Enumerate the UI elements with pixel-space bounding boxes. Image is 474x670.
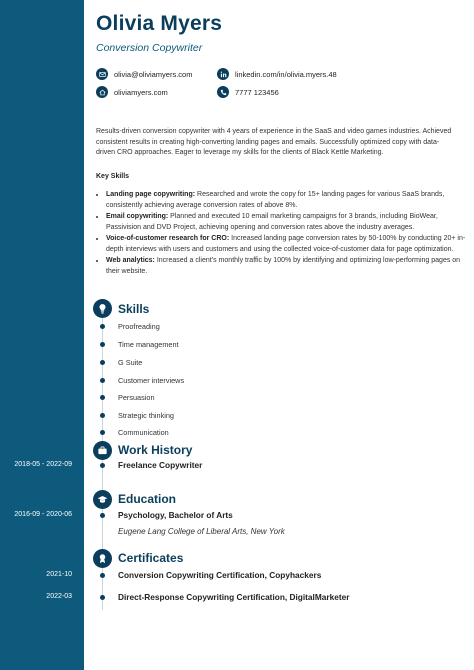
phone-icon — [217, 86, 229, 98]
skill-dot — [100, 378, 105, 383]
work-date: 2018-05 - 2022-09 — [14, 461, 72, 468]
key-skills-title: Key Skills — [96, 173, 130, 180]
work-history-title: Work History — [118, 443, 193, 457]
contact-phone[interactable] — [217, 86, 279, 98]
key-skill-text: Increased a client’s monthly traffic by 100% by identifying and optimizing low-performing pages on their website. — [106, 257, 461, 275]
skill-item: Time management — [118, 340, 179, 349]
contact-linkedin[interactable] — [217, 68, 337, 80]
contact-website[interactable] — [96, 86, 168, 98]
linkedin-text: linkedin.com/in/olivia.myers.48 — [235, 69, 337, 79]
certificate-dot — [100, 595, 105, 600]
summary-text: Results-driven conversion copywriter with 4 years of experience in the SaaS and video games industries. Achieved consistent results in creating high-converting landing pages and emails. Successfully optimized copy with data-driven CRO approaches. Eager to leverage my skills for the clients of Black Kettle Marketing. — [96, 128, 452, 156]
email-text: olivia@oliviamyers.com — [114, 69, 193, 79]
certificate-entry-title: Direct-Response Copywriting Certification, DigitalMarketer — [118, 592, 350, 602]
skill-item: Communication — [118, 428, 169, 437]
skill-item: Strategic thinking — [118, 411, 174, 420]
key-skill-text: Researched and wrote the copy for 15+ landing pages for various SaaS brands, consistently achieving average conversion rates of above 8%. — [106, 191, 445, 209]
key-skill-item — [106, 190, 466, 211]
certificates-title: Certificates — [118, 551, 184, 565]
briefcase-icon — [93, 441, 112, 460]
education-institution: Eugene Lang College of Liberal Arts, New York — [118, 527, 285, 536]
key-skill-label: Landing page copywriting: — [106, 191, 196, 198]
certificate-date-2: 2022-03 — [46, 593, 72, 600]
website-text: oliviamyers.com — [114, 87, 168, 97]
lightbulb-icon — [93, 299, 112, 318]
certificate-dot — [100, 573, 105, 578]
key-skills-list — [96, 190, 466, 278]
home-icon — [96, 86, 108, 98]
contact-email[interactable] — [96, 68, 192, 80]
work-dot — [100, 463, 105, 468]
education-entry-title: Psychology, Bachelor of Arts — [118, 510, 233, 520]
skill-dot — [100, 430, 105, 435]
candidate-role: Conversion Copywriter — [96, 42, 203, 54]
education-date: 2016-09 - 2020-06 — [14, 511, 72, 518]
education-dot — [100, 513, 105, 518]
key-skill-text: Planned and executed 10 email marketing campaigns for 3 brands, including BioWear, Passivision and DVD Project, achieving opening and conversion rates above the industry averages. — [106, 213, 438, 231]
linkedin-icon — [217, 68, 229, 80]
skill-dot — [100, 360, 105, 365]
skill-dot — [100, 342, 105, 347]
key-skill-label: Email copywriting: — [106, 213, 169, 220]
key-skill-text: Increased landing page conversion rates by 50-100% by conducting 20+ in-depth interviews with users and customers and using the collected voice-of-customer data for page optimization. — [106, 235, 466, 253]
sidebar — [0, 0, 84, 670]
candidate-name: Olivia Myers — [96, 12, 223, 35]
certificate-entry-title: Conversion Copywriting Certification, Copyhackers — [118, 570, 322, 580]
email-icon — [96, 68, 108, 80]
skill-item: Persuasion — [118, 393, 155, 402]
work-entry-title: Freelance Copywriter — [118, 460, 203, 470]
skill-item: G Suite — [118, 358, 143, 367]
award-icon — [93, 549, 112, 568]
skills-title: Skills — [118, 302, 150, 316]
skill-dot — [100, 413, 105, 418]
skill-item: Customer interviews — [118, 376, 185, 385]
education-title: Education — [118, 492, 177, 506]
graduation-cap-icon — [93, 490, 112, 509]
skill-dot — [100, 324, 105, 329]
certificate-date-1: 2021-10 — [46, 571, 72, 578]
key-skill-label: Voice-of-customer research for CRO: — [106, 235, 230, 242]
key-skill-item — [106, 234, 466, 255]
key-skill-item — [106, 256, 466, 277]
main-content — [84, 0, 474, 670]
skill-dot — [100, 395, 105, 400]
key-skill-item — [106, 212, 466, 233]
key-skill-label: Web analytics: — [106, 257, 155, 264]
skill-item: Proofreading — [118, 322, 160, 331]
phone-text: 7777 123456 — [235, 87, 279, 97]
